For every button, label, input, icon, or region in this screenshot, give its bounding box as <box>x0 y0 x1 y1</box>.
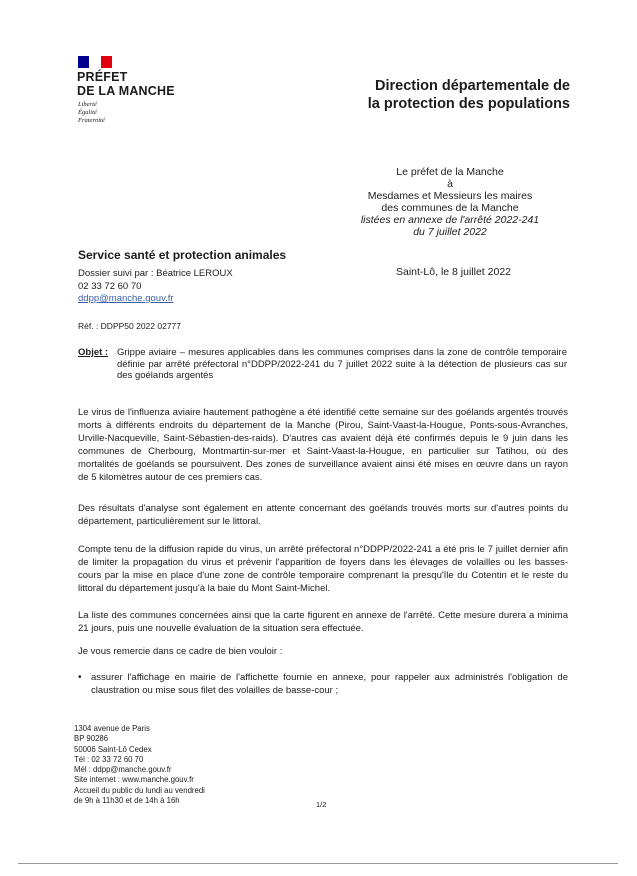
prefet-line1: PRÉFET <box>77 70 128 84</box>
republic-motto <box>78 101 105 125</box>
body-paragraph-1: Le virus de l'influenza aviaire hautement pathogène a été identifié cette semaine sur des goélands argentés trouvés morts à différents endroits du département de la Manche (Pirou, Saint-Vaast-la-Hougue, Ponts-sous-Avranches, Urville-Nacqueville, Saint-Sébastien-des-raids). D'autres cas avaient déjà été confirmés depuis le 9 juin dans les communes de Cherbourg, Montmartin-sur-mer et Saint-Vaast-la-Hougue, en particulier sur Tatihou, où des mortalités de goélands se poursuivent. Des zones de surveillance avaient ainsi été mises en œuvre dans un rayon de 5 kilomètres autour de ces premiers cas. <box>78 407 568 483</box>
footer-hours1: Accueil du public du lundi au vendredi <box>74 785 205 795</box>
recipient-line1: Le préfet de la Manche <box>396 166 504 178</box>
french-flag-logo <box>78 56 112 68</box>
flag-red-band <box>101 56 112 68</box>
direction-line1: Direction départementale de <box>375 78 570 94</box>
direction-line2: la protection des populations <box>367 96 570 112</box>
recipient-line5: listées en annexe de l'arrêté 2022-241 <box>360 214 540 226</box>
footer-site: Site internet : www.manche.gouv.fr <box>74 775 194 785</box>
body-paragraph-2: Des résultats d'analyse sont également en attente concernant des goélands trouvés morts sur d'autres points du département, particulièrement sur le littoral. <box>78 503 568 527</box>
flag-blue-band <box>78 56 89 68</box>
motto-egalite: Égalité <box>78 109 97 116</box>
motto-fraternite: Fraternité <box>78 117 105 124</box>
recipient-line4: des communes de la Manche <box>381 202 519 214</box>
bullet-item-1: assurer l'affichage en mairie de l'affichette fournie en annexe, pour rappeler aux administrés l'obligation de claustration ou mise sous filet des volailles de basse-cour ; <box>91 672 568 696</box>
flag-white-band <box>89 56 101 68</box>
recipient-line2: à <box>447 178 453 190</box>
footer-address1: 1304 avenue de Paris <box>74 724 150 733</box>
footer-tel: Tél : 02 33 72 60 70 <box>74 754 144 764</box>
bottom-divider <box>18 863 618 864</box>
service-title: Service santé et protection animales <box>78 248 287 262</box>
prefecture-name <box>77 70 175 98</box>
recipient-line3: Mesdames et Messieurs les maires <box>367 190 533 202</box>
dossier-contact: Dossier suivi par : Béatrice LEROUX <box>78 268 233 279</box>
footer-hours2: de 9h à 11h30 et de 14h à 16h <box>74 796 180 806</box>
dossier-email-link[interactable]: ddpp@manche.gouv.fr <box>78 293 174 304</box>
recipient-block <box>330 166 570 238</box>
footer-contact <box>74 724 205 806</box>
direction-title <box>330 77 570 113</box>
dossier-phone: 02 33 72 60 70 <box>78 280 142 292</box>
dossier-info <box>78 268 233 306</box>
footer-mel: Mél : ddpp@manche.gouv.fr <box>74 765 172 775</box>
body-paragraph-4: La liste des communes concernées ainsi que la carte figurent en annexe de l'arrêté. Cette mesure durera a minima 21 jours, puis une nouvelle évaluation de la situation sera effectuée. <box>78 610 568 634</box>
page-number: 1/2 <box>316 800 327 809</box>
recipient-line6: du 7 juillet 2022 <box>413 226 487 238</box>
objet-text: Grippe aviaire – mesures applicables dans les communes comprises dans la zone de contrôle temporaire définie par arrêté préfectoral n°DDPP/2022-241 du 7 juillet 2022 suite à la détection de plusieurs cas sur des goélands argentés <box>117 347 567 381</box>
footer-address3: 50006 Saint-Lô Cedex <box>74 744 152 754</box>
body-paragraph-5: Je vous remercie dans ce cadre de bien vouloir : <box>78 646 283 657</box>
letter-date: Saint-Lô, le 8 juillet 2022 <box>396 266 511 278</box>
objet-label: Objet : <box>78 347 109 358</box>
prefet-line2: DE LA MANCHE <box>77 84 175 98</box>
motto-liberte: Liberté <box>78 101 97 108</box>
footer-address2: BP 90286 <box>74 734 109 744</box>
body-paragraph-3: Compte tenu de la diffusion rapide du virus, un arrêté préfectoral n°DDPP/2022-241 a été pris le 7 juillet dernier afin de limiter la propagation du virus et prévenir l'apparition de foyers dans les élevages de volailles ou les basses-cours par la mise en place d'une zone de contrôle temporaire comprenant la presqu'île du Cotentin et le reste du littoral du département jusqu'à la baie du Mont Saint-Michel. <box>78 544 568 594</box>
bullet-icon: • <box>78 672 82 683</box>
reference: Réf. : DDPP50 2022 02777 <box>78 321 182 331</box>
